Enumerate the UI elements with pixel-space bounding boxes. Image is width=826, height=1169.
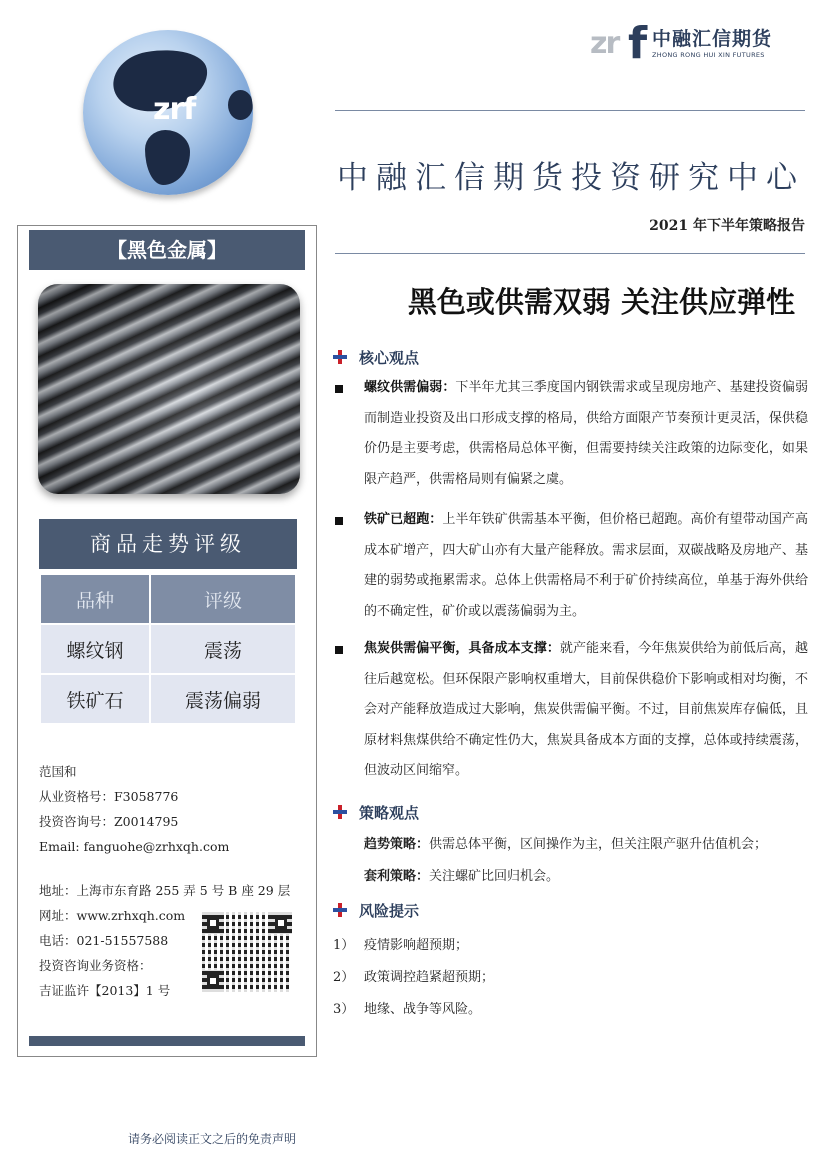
strategy-heading: 策略观点 xyxy=(333,802,419,823)
company-qualification: 投资咨询业务资格： xyxy=(39,958,152,973)
header-divider xyxy=(335,110,805,111)
rating-cell: 震荡 xyxy=(151,625,295,673)
analyst-name: 范国和 xyxy=(39,764,77,779)
table-header-variety: 品种 xyxy=(41,575,149,623)
rating-table xyxy=(39,573,297,725)
core-point: 铁矿已超跑：上半年铁矿供需基本平衡，但价格已超跑。高价有望带动国产高成本矿增产，四大矿山亦有大量产能释放。需求层面，双碳战略及房地产、基建的弱势或拖累需求。总体上供需格局不利于矿价持续高位，单基于海外供给的不确定性，矿价或以震荡偏弱为主。 xyxy=(333,505,808,627)
company-logo: zr f 中融汇信期货 ZHONG RONG HUI XIN FUTURES xyxy=(590,18,773,69)
page-title: 黑色或供需双弱 关注供应弹性 xyxy=(407,285,795,319)
core-views-heading: 核心观点 xyxy=(333,347,419,368)
risk-item: 2） 政策调控趋紧超预期； xyxy=(333,970,495,985)
risk-heading: 风险提示 xyxy=(333,900,419,921)
rating-title: 商品走势评级 xyxy=(39,519,297,569)
sidebar xyxy=(17,225,317,1057)
research-center-title: 中融汇信期货投资研究中心 xyxy=(337,160,805,196)
sidebar-footer-bar xyxy=(29,1036,305,1046)
analyst-license: 从业资格号：F3058776 xyxy=(39,789,179,804)
bullet-square-icon xyxy=(335,646,343,654)
steel-pipes-image xyxy=(38,284,300,494)
report-tag: 2021 年下半年策略报告 xyxy=(649,218,805,234)
section-arrow-icon xyxy=(333,903,347,917)
table-header-rating: 评级 xyxy=(151,575,295,623)
table-row xyxy=(41,675,295,723)
variety-cell: 铁矿石 xyxy=(41,675,149,723)
globe-mark: zrf xyxy=(153,92,196,127)
core-point: 螺纹供需偏弱：下半年尤其三季度国内钢铁需求或呈现房地产、基建投资偏弱而制造业投资及出口形成支撑的格局，供给方面限产节奏预计更灵活，保供稳价仍是主要考虑，供需格局总体平衡，但需要持续关注政策的边际变化，如果限产趋严，供需格局则有偏紧之虞。 xyxy=(333,373,808,495)
qr-code-image xyxy=(202,912,292,992)
core-point: 焦炭供需偏平衡，具备成本支撑：就产能来看，今年焦炭供给为前低后高，越往后越宽松。但环保限产影响权重增大，目前保供稳价下影响或相对均衡，不会对产能释放造成过大影响，焦炭供需偏平衡。不过，目前焦炭库存偏低，且原材料焦煤供给不确定性仍大，焦炭具备成本方面的支撑，总体或持续震荡，但波动区间缩窄。 xyxy=(333,634,808,787)
company-name-cn: 中融汇信期货 xyxy=(652,28,773,50)
analyst-consult-no: 投资咨询号：Z0014795 xyxy=(39,814,179,829)
analyst-info xyxy=(39,759,309,859)
company-address: 地址：上海市东育路 255 弄 5 号 B 座 29 层 xyxy=(39,883,291,898)
variety-cell: 螺纹钢 xyxy=(41,625,149,673)
table-row xyxy=(41,625,295,673)
risk-item: 1） 疫情影响超预期； xyxy=(333,938,469,953)
bullet-square-icon xyxy=(335,385,343,393)
company-website: 网址：www.zrhxqh.com xyxy=(39,908,186,923)
category-label: 【黑色金属】 xyxy=(29,230,305,270)
analyst-email: Email: fanguohe@zrhxqh.com xyxy=(39,839,230,854)
company-license-no: 吉证监许【2013】1 号 xyxy=(39,983,171,998)
strategy-item: 趋势策略：供需总体平衡，区间操作为主，但关注限产驱升估值机会； xyxy=(364,837,768,852)
strategy-item: 套利策略：关注螺矿比回归机会。 xyxy=(364,869,560,884)
section-arrow-icon xyxy=(333,350,347,364)
globe-logo-image xyxy=(83,30,253,195)
disclaimer: 请务必阅读正文之后的免责声明 xyxy=(128,1132,297,1146)
company-name-en: ZHONG RONG HUI XIN FUTURES xyxy=(652,51,765,59)
bullet-square-icon xyxy=(335,517,343,525)
rating-cell: 震荡偏弱 xyxy=(151,675,295,723)
company-phone: 电话：021-51557588 xyxy=(39,933,169,948)
section-arrow-icon xyxy=(333,805,347,819)
risk-item: 3） 地缘、战争等风险。 xyxy=(333,1002,482,1017)
title-divider xyxy=(335,253,805,254)
